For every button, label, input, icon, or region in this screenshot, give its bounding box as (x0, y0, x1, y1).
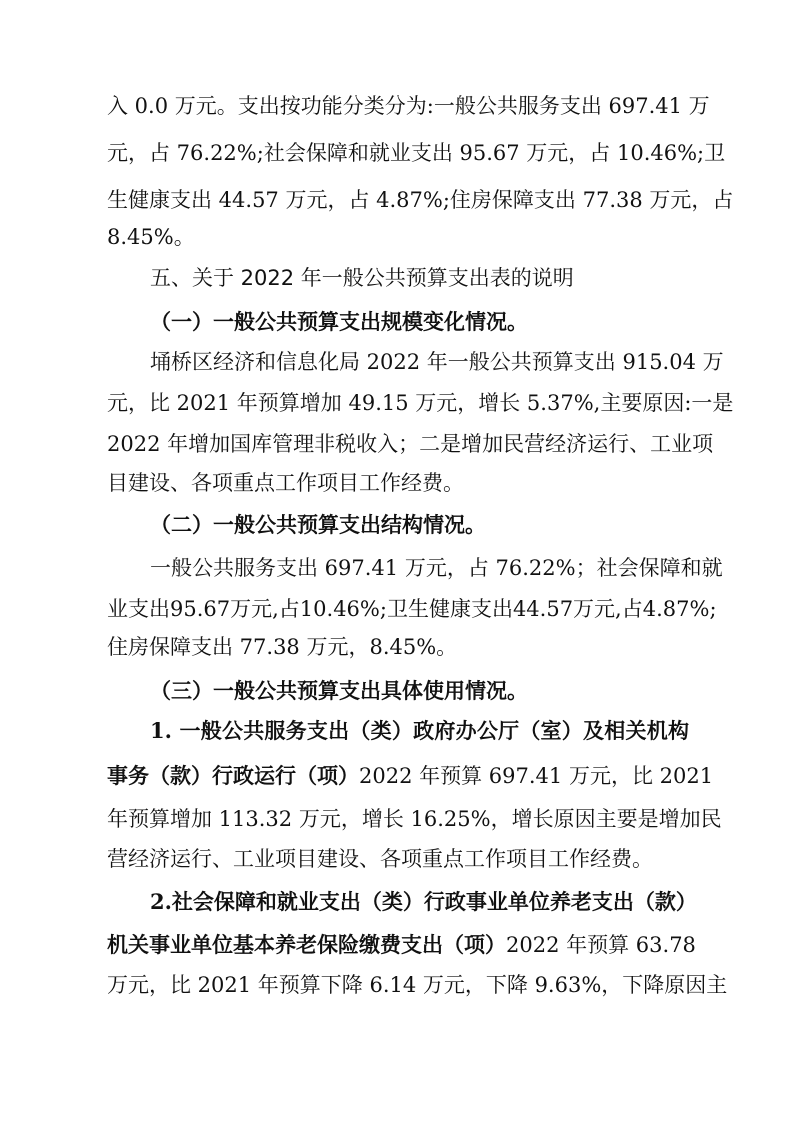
text-line: 业支出95.67万元,占10.46%;卫生健康支出44.57万元,占4.87%; (107, 597, 717, 621)
text-line: 入 0.0 万元。支出按功能分类分为:一般公共服务支出 697.41 万 (107, 94, 710, 118)
text-line: 一般公共服务支出 697.41 万元，占 76.22%；社会保障和就 (150, 556, 723, 580)
item-text: 2022 年预算 63.78 (506, 933, 696, 957)
item-heading: 2.社会保障和就业支出（类）行政事业单位养老支出（款） (150, 889, 697, 914)
item-heading: 1. 一般公共服务支出（类）政府办公厅（室）及相关机构 (150, 718, 689, 743)
section-heading: 五、关于 2022 年一般公共预算支出表的说明 (150, 266, 574, 290)
text-line: 元，占 76.22%;社会保障和就业支出 95.67 万元，占 10.46%;卫 (107, 141, 726, 165)
text-line: 年预算增加 113.32 万元，增长 16.25%，增长原因主要是增加民 (107, 807, 722, 831)
item-heading-continuation: 事务（款）行政运行（项） (107, 763, 359, 788)
text-line: 埇桥区经济和信息化局 2022 年一般公共预算支出 915.04 万 (150, 350, 724, 374)
text-line (107, 931, 696, 959)
text-line: 生健康支出 44.57 万元，占 4.87%;住房保障支出 77.38 万元，占 (107, 188, 734, 212)
text-line: 营经济运行、工业项目建设、各项重点工作项目工作经费。 (107, 847, 653, 871)
text-line: 2022 年增加国库管理非税收入；二是增加民营经济运行、工业项 (107, 432, 714, 456)
subsection-heading: （二）一般公共预算支出结构情况。 (150, 513, 486, 537)
subsection-heading: （三）一般公共预算支出具体使用情况。 (150, 679, 528, 703)
item-heading-continuation: 机关事业单位基本养老保险缴费支出（项） (107, 932, 506, 957)
text-line (107, 762, 714, 790)
text-line: 住房保障支出 77.38 万元，8.45%。 (107, 635, 458, 659)
subsection-heading: （一）一般公共预算支出规模变化情况。 (150, 310, 528, 334)
text-line: 万元，比 2021 年预算下降 6.14 万元，下降 9.63%，下降原因主 (107, 973, 728, 997)
text-line: 元，比 2021 年预算增加 49.15 万元，增长 5.37%,主要原因:一是 (107, 391, 734, 415)
item-text: 2022 年预算 697.41 万元，比 2021 (359, 764, 714, 788)
text-line: 8.45%。 (107, 225, 195, 249)
text-line: 目建设、各项重点工作项目工作经费。 (107, 471, 464, 495)
